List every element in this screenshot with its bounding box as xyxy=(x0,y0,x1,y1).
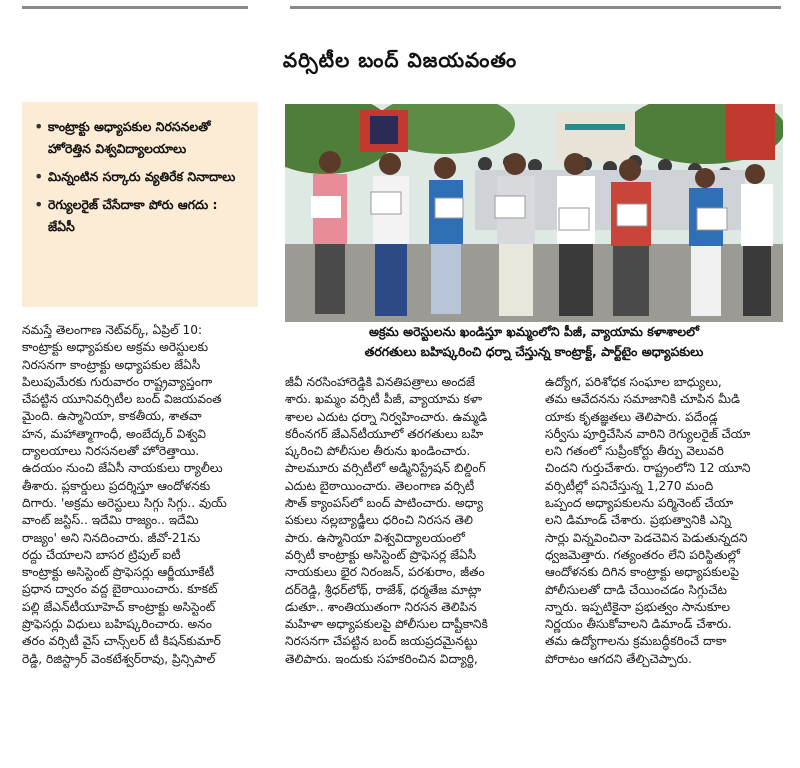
article-line: చేపట్టిన యూనివర్సిటీల బంద్‌ విజయవంత xyxy=(22,392,222,407)
article-line: నిరసనగా చేపట్టిన బంద్‌ జయప్రదమైనట్టు xyxy=(285,634,478,649)
article-line: తెలిపారు. ఇందుకు సహకరించిన విద్యార్థి, xyxy=(285,651,478,666)
article-line: మైంది. ఉస్మానియా, కాకతీయ, శాతవా xyxy=(22,409,202,424)
article-line: పోరాటం ఆగదని తేల్చిచెప్పారు. xyxy=(545,651,692,666)
article-line: రెడ్డి, రిజిస్ట్రార్‌ వెంకటేశ్వర్‌రావు, ప్రిన్సిపాల్‌ xyxy=(22,651,216,666)
article-line: రాజ్యం' అని నినదించారు. జీవో-21ను xyxy=(22,530,201,545)
bullet-icon: • xyxy=(34,195,44,214)
article-line: ప్రొఫెసర్లు విధులు బహిష్కరించారు. అనం xyxy=(22,617,212,632)
article-line: రద్దు చేయాలని బాసర ట్రిపుల్‌ ఐటీ xyxy=(22,547,181,562)
article-line: వర్సిటీల్లో పనిచేస్తున్న 1,270 మంది xyxy=(545,478,714,493)
highlight-text: మిన్నంటిన సర్కారు వ్యతిరేక నినాదాలు xyxy=(48,169,236,184)
article-line: పిలుపుమేరకు గురువారం రాష్ట్రవ్యాప్తంగా xyxy=(22,374,213,389)
highlight-item xyxy=(34,116,248,160)
article-line: నిరసనగా కాంట్రాక్టు అధ్యాపకుల జేఏసీ xyxy=(22,357,201,372)
article-line: ప్రధాన ద్వారం వద్ద బైఠాయించారు. కూకట్‌ xyxy=(22,582,218,597)
bullet-icon: • xyxy=(34,117,44,136)
article-line: మహిళా అధ్యాపకులపై పోలీసుల దాష్టీకానికి xyxy=(285,617,488,632)
article-line: ఉద్యోగ, పరిశోధక సంఘాల బాధ్యులు, xyxy=(545,375,722,389)
article-line: పకులు నల్లబ్యాడ్జీలు ధరించి నిరసన తెలి xyxy=(285,513,473,528)
protest-photo xyxy=(285,104,783,322)
article-line: తమ ఉద్యోగాలను క్రమబద్ధీకరించే దాకా xyxy=(545,634,727,649)
highlights-box xyxy=(22,102,258,307)
article-line: ఆందోళనకు దిగిన కాంట్రాక్టు అధ్యాపకులపై xyxy=(545,565,740,580)
caption-line: తరగతులు బహిష్కరించి ధర్నా చేస్తున్న కాంట్రాక్ట్, పార్ట్‌టైం అధ్యాపకులు xyxy=(364,344,704,359)
article-line: సౌత్‌ క్యాంపస్‌లో బంద్‌ పాటించారు. అధ్యా xyxy=(285,496,484,511)
article-line: తరం వర్సిటీ వైస్‌ చాన్స్‌లర్‌ టీ కిషన్‌కుమార్‌ xyxy=(22,634,221,649)
article-line: నమస్తే తెలంగాణ నెట్‌వర్క్‌, ఏప్రిల్‌ 10: xyxy=(22,323,203,337)
article-line: పోలీసులతో దాడి చేయించడం సిగ్గుచేట xyxy=(545,582,727,597)
article-line: ఉదయం నుంచి జేఏసీ నాయకులు ర్యాలీలు xyxy=(22,461,223,476)
article-line: పాలమూరు వర్సిటీలో అడ్మినిస్ట్రేషన్‌ బిల్డింగ్‌ xyxy=(285,461,486,476)
article-column-1 xyxy=(22,322,274,668)
headline: వర్సిటీల బంద్ విజయవంతం xyxy=(282,48,518,72)
article-line: సర్వీసు పూర్తిచేసిన వారిని రెగ్యులరైజ్‌ చేయా xyxy=(545,426,751,441)
article-line: తీశారు. ప్లకార్డులు ప్రదర్శిస్తూ ఆందోళనకు xyxy=(22,478,211,493)
article-line: యాకు కృతజ్ఞతలు తెలిపారు. పదేండ్ల xyxy=(545,409,718,424)
photo-caption xyxy=(285,322,783,362)
top-rule-right xyxy=(290,6,781,9)
article-line: లని డిమాండ్‌ చేశారు. ప్రభుత్వానికి ఎన్ని xyxy=(545,513,732,528)
article-line: ష్కరించి పోలీసుల తీరును ఖండించారు. xyxy=(285,444,471,459)
highlight-item xyxy=(34,194,248,238)
article-line: డుతూ.. శాంతియుతంగా నిరసన తెలిపిన xyxy=(285,599,477,614)
article-line: నాయకులు భైర నిరంజన్‌, పరశురాం, జీతం xyxy=(285,565,485,580)
article-line: ద్యాలయాలు నిరసనలతో హోరెత్తాయి. xyxy=(22,444,200,459)
highlight-item xyxy=(34,166,248,188)
article-column-3 xyxy=(545,374,785,668)
article-line: జీవీ నరసింహారెడ్డికి వినతిపత్రాలు అందజే xyxy=(285,375,475,389)
article-line: దిగారు. 'అక్రమ అరెస్టులు సిగ్గు సిగ్గు.. వుయ్‌ xyxy=(22,495,227,510)
top-rule-left xyxy=(22,6,248,9)
article-line: వాంట్‌ జస్టిస్‌.. ఇదేమి రాజ్యం.. ఇదేమి xyxy=(22,513,199,528)
article-line: ధ్వజమెత్తారు. గత్యంతరం లేని పరిస్థితుల్లో xyxy=(545,547,740,562)
article-line: పారు. ఉస్మానియా విశ్వవిద్యాలయంలో xyxy=(285,530,465,545)
article-line: కాంట్రాక్టు అసిస్టెంట్‌ ప్రొఫెసర్లు ఆర్జీయూకేటీ xyxy=(22,565,215,580)
article-line: ఎదుట బైఠాయించారు. తెలంగాణ వర్సిటీ xyxy=(285,478,475,493)
caption-line: అక్రమ అరెస్టులను ఖండిస్తూ ఖమ్మంలోని పీజీ, వ్యాయామ కళాశాలలో xyxy=(368,324,700,339)
article-line: దర్‌రెడ్డి, శ్రీధర్‌లోథ్‌, రాజేశ్‌, ధర్మతేజ మాట్లా xyxy=(285,582,482,597)
highlight-text: కాంట్రాక్టు అధ్యాపకుల నిరసనలతో హోరెత్తిన విశ్వవిద్యాలయాలు xyxy=(48,119,211,156)
article-column-2 xyxy=(285,374,537,668)
article-line: కాంట్రాక్టు అధ్యాపకుల అక్రమ అరెస్టులకు xyxy=(22,340,209,355)
article-line: లని గతంలో సుప్రీంకోర్టు తీర్పు వెలువరి xyxy=(545,444,724,459)
article-line: కరీంనగర్‌ జేఎన్‌టీయూలో తరగతులు బహి xyxy=(285,426,484,441)
article-line: పల్లి జేఎన్‌టీయూహెచ్‌ కాంట్రాక్టు అసిస్టెంట్‌ xyxy=(22,599,216,614)
article-line: చిందని గుర్తుచేశారు. రాష్ట్రంలోని 12 యూని xyxy=(545,461,751,476)
highlight-text: రెగ్యులరైజ్ చేసేదాకా పోరు ఆగదు : జేఏసీ xyxy=(48,197,218,234)
bullet-icon: • xyxy=(34,167,44,186)
article-line: నిర్ణయం తీసుకోవాలని డిమాండ్‌ చేశారు. xyxy=(545,617,732,632)
article-line: శాలల ఎదుట ధర్నా నిర్వహించారు. ఉమ్మడి xyxy=(285,409,488,424)
article-line: ఒప్పంద అధ్యాపకులను పర్మినెంట్‌ చేయా xyxy=(545,496,734,511)
article-line: వర్సిటీ కాంట్రాక్టు అసిస్టెంట్‌ ప్రొఫెసర్ల జేఏసీ xyxy=(285,547,477,562)
article-line: హన, మహాత్మాగాంధీ, అంబేద్కర్‌ విశ్వవి xyxy=(22,426,206,441)
article-line: శారు. ఖమ్మం వర్సిటీ పీజీ, వ్యాయామ కళా xyxy=(285,392,483,407)
article-line: తమ ఆవేదనను సమాజానికి చూపిన మీడి xyxy=(545,392,741,407)
article-line: న్నారు. ఇప్పటికైనా ప్రభుత్వం సానుకూల xyxy=(545,599,731,614)
article-line: సార్లు విన్నవించినా పెడచెవిన పెడుతున్నదని xyxy=(545,530,748,545)
